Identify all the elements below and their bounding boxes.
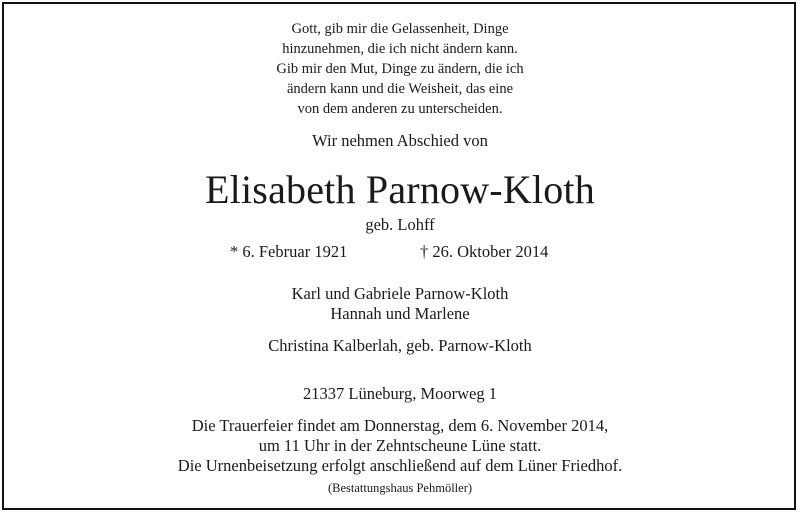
deceased-name: Elisabeth Parnow-Kloth — [205, 167, 595, 212]
mourner-line-2: Hannah und Marlene — [330, 304, 470, 323]
poem-line-4: ändern kann und die Weisheit, das eine — [286, 81, 514, 97]
service-line-2: um 11 Uhr in der Zehntscheune Lüne statt. — [258, 436, 542, 455]
service-line-3: Die Urnenbeisetzung erfolgt anschließend auf dem Lüner Friedhof. — [177, 456, 623, 475]
death-date: † 26. Oktober 2014 — [420, 242, 549, 261]
birth-date: * 6. Februar 1921 — [230, 242, 348, 261]
mourner-line-3: Christina Kalberlah, geb. Parnow-Kloth — [268, 336, 532, 355]
address: 21337 Lüneburg, Moorweg 1 — [302, 384, 497, 403]
life-dates — [0, 242, 800, 264]
undertaker-credit: (Bestattungshaus Pehmöller) — [327, 481, 473, 495]
poem-line-3: Gib mir den Mut, Dinge zu ändern, die ich — [276, 61, 524, 77]
poem-line-1: Gott, gib mir die Gelassenheit, Dinge — [291, 21, 509, 37]
poem-line-5: von dem anderen zu unterscheiden. — [297, 101, 503, 117]
poem-line-2: hinzunehmen, die ich nicht ändern kann. — [282, 41, 518, 57]
birth-name: geb. Lohff — [365, 215, 435, 234]
farewell-intro: Wir nehmen Abschied von — [312, 131, 488, 150]
service-line-1: Die Trauerfeier findet am Donnerstag, dem 6. November 2014, — [191, 416, 609, 435]
mourner-line-1: Karl und Gabriele Parnow-Kloth — [291, 284, 509, 303]
